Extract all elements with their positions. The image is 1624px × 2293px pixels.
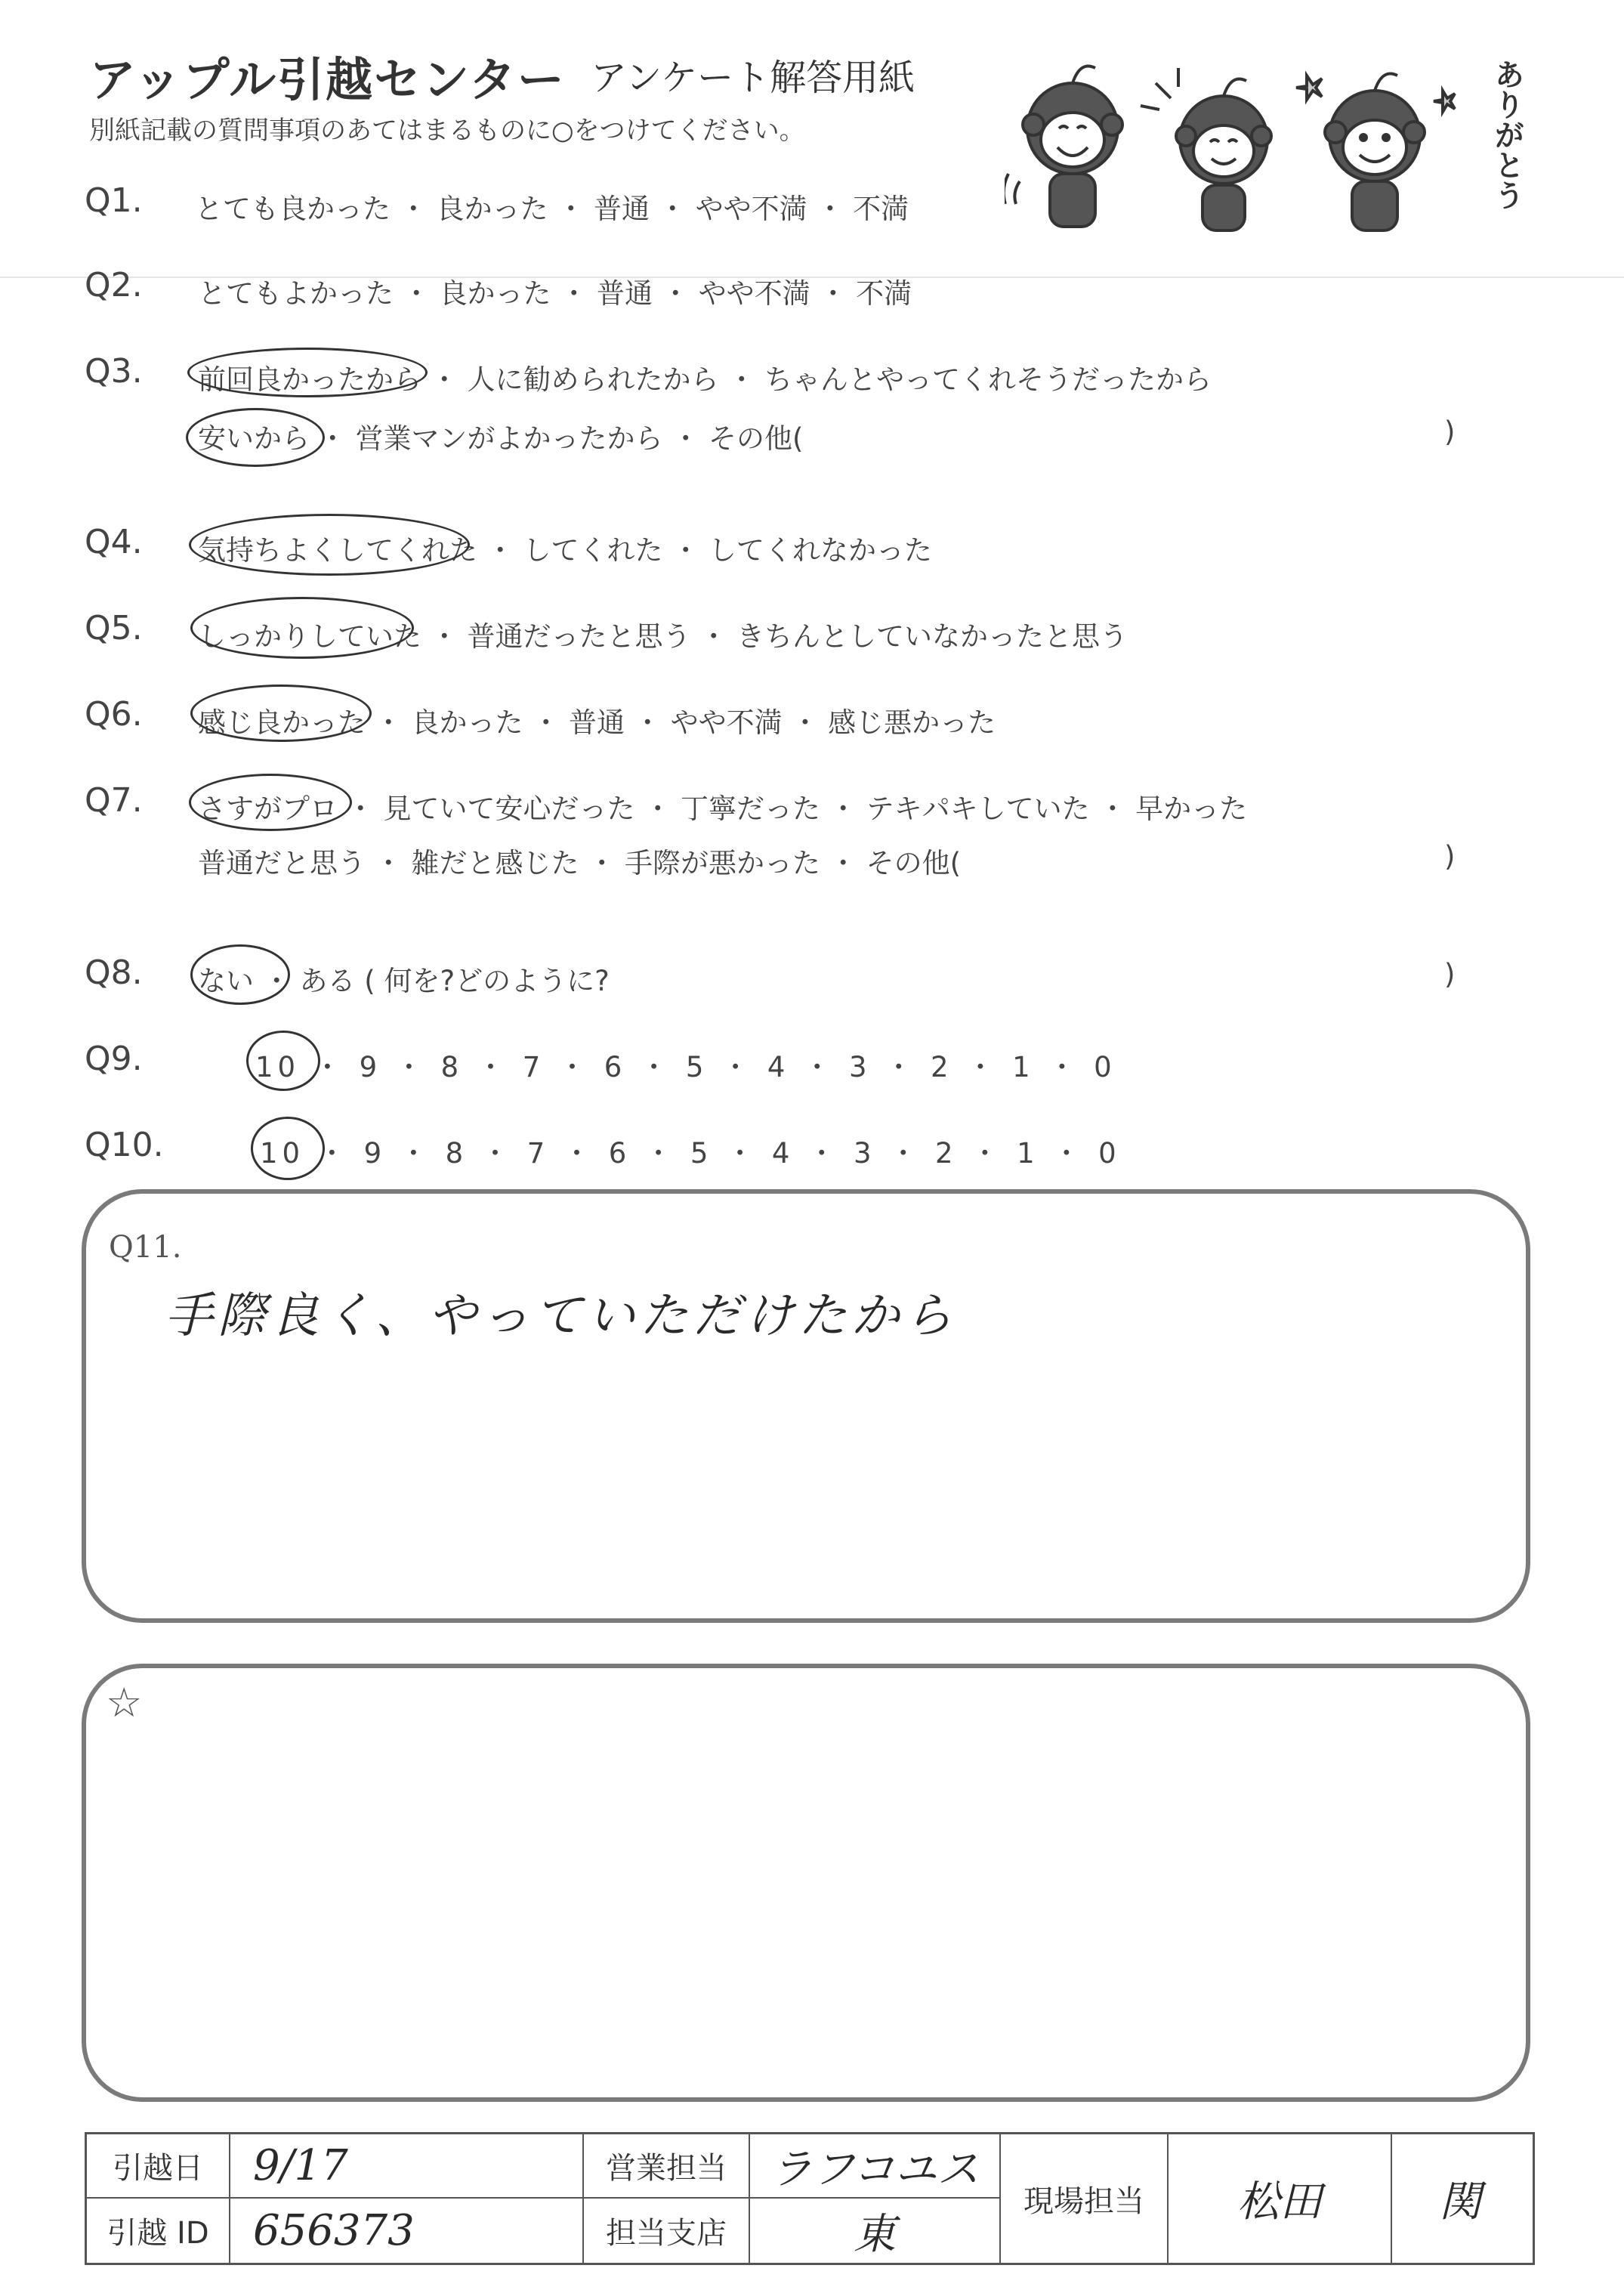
move-id-value: 656373 bbox=[230, 2199, 584, 2263]
q11-label: Q11. bbox=[109, 1230, 182, 1265]
q2-options[interactable]: とてもよかった ・ 良かった ・ 普通 ・ やや不満 ・ 不満 bbox=[198, 277, 912, 310]
q6-selection-circle bbox=[190, 685, 372, 742]
q7-close-paren: ) bbox=[1444, 840, 1456, 873]
q3-label: Q3. bbox=[85, 352, 143, 391]
q7-options-line2[interactable]: 普通だと思う ・ 雑だと感じた ・ 手際が悪かった ・ その他( bbox=[198, 847, 962, 879]
q10-score-options[interactable]: 10 ・ 9 ・ 8 ・ 7 ・ 6 ・ 5 ・ 4 ・ 3 ・ 2 ・ 1 ・ 0 bbox=[260, 1137, 1121, 1170]
branch-label: 担当支店 bbox=[584, 2199, 750, 2263]
q6-label: Q6. bbox=[85, 695, 143, 734]
thanks-text: ありがとう bbox=[1490, 59, 1524, 210]
footer-info-table bbox=[85, 2132, 1535, 2265]
instruction-text: 別紙記載の質問事項のあてはまるものに○をつけてください。 bbox=[89, 116, 805, 146]
site-staff-label: 現場担当 bbox=[1001, 2134, 1169, 2263]
q4-label: Q4. bbox=[85, 523, 143, 561]
q5-label: Q5. bbox=[85, 609, 143, 647]
move-date-value: 9/17 bbox=[230, 2134, 584, 2199]
q3-close-paren: ) bbox=[1444, 416, 1456, 448]
q8-options[interactable]: ない ・ ある ( 何を?どのように? bbox=[198, 965, 610, 997]
monkey-mascot-middle bbox=[1141, 68, 1271, 230]
q4-options[interactable]: 気持ちよくしてくれた ・ してくれた ・ してくれなかった bbox=[198, 534, 933, 567]
survey-title: アップル引越センター bbox=[89, 52, 566, 107]
q8-selection-circle bbox=[190, 944, 290, 1005]
q9-selection-circle bbox=[246, 1031, 320, 1091]
q4-selection-circle bbox=[189, 514, 470, 576]
q8-close-paren: ) bbox=[1444, 958, 1456, 990]
q8-label: Q8. bbox=[85, 953, 143, 992]
q2-label: Q2. bbox=[85, 266, 143, 304]
q11-handwritten-answer: 手際良く、やっていただけたから bbox=[165, 1288, 957, 1344]
q7-label: Q7. bbox=[85, 781, 143, 820]
site-staff-value-2: 関 bbox=[1439, 2177, 1481, 2227]
q5-selection-circle bbox=[190, 597, 414, 659]
site-staff-value-1: 松田 bbox=[1169, 2134, 1392, 2263]
monkey-mascot-right bbox=[1296, 74, 1455, 231]
q11-answer-box[interactable] bbox=[82, 1189, 1530, 1623]
star-icon: ☆ bbox=[106, 1679, 143, 1726]
notes-box[interactable] bbox=[82, 1664, 1530, 2102]
move-id-label: 引越 ID bbox=[87, 2199, 230, 2263]
q1-options[interactable]: とても良かった ・ 良かった ・ 普通 ・ やや不満 ・ 不満 bbox=[195, 193, 909, 225]
q10-label: Q10. bbox=[85, 1126, 164, 1164]
q3-options-line1[interactable]: 前回良かったから ・ 人に勧められたから ・ ちゃんとやってくれそうだったから bbox=[198, 363, 1212, 396]
q9-label: Q9. bbox=[85, 1040, 143, 1078]
q6-options[interactable]: 感じ良かった ・ 良かった ・ 普通 ・ やや不満 ・ 感じ悪かった bbox=[198, 706, 996, 739]
q1-label: Q1. bbox=[85, 181, 143, 220]
q5-options[interactable]: しっかりしていた ・ 普通だったと思う ・ きちんとしていなかったと思う bbox=[198, 620, 1128, 653]
move-date-label: 引越日 bbox=[87, 2134, 230, 2199]
monkey-mascot-left bbox=[1005, 66, 1122, 227]
q3-selection-circle-2 bbox=[186, 408, 325, 467]
sales-rep-value: ラフコユス bbox=[750, 2134, 1001, 2199]
monkey-mascots-illustration bbox=[1005, 53, 1548, 249]
q9-score-options[interactable]: 10 ・ 9 ・ 8 ・ 7 ・ 6 ・ 5 ・ 4 ・ 3 ・ 2 ・ 1 ・ 0 bbox=[255, 1051, 1116, 1083]
q7-selection-circle bbox=[189, 774, 352, 831]
q3-options-line2[interactable]: 安いから ・ 営業マンがよかったから ・ その他( bbox=[198, 422, 804, 455]
sales-rep-label: 営業担当 bbox=[584, 2134, 750, 2199]
q10-selection-circle bbox=[251, 1117, 325, 1180]
q3-selection-circle-1 bbox=[187, 348, 428, 397]
survey-subtitle: アンケート解答用紙 bbox=[591, 57, 915, 99]
q7-options-line1[interactable]: さすがプロ ・ 見ていて安心だった ・ 丁寧だった ・ テキパキしていた ・ 早かった bbox=[198, 793, 1248, 825]
branch-value: 東 bbox=[750, 2199, 1001, 2263]
